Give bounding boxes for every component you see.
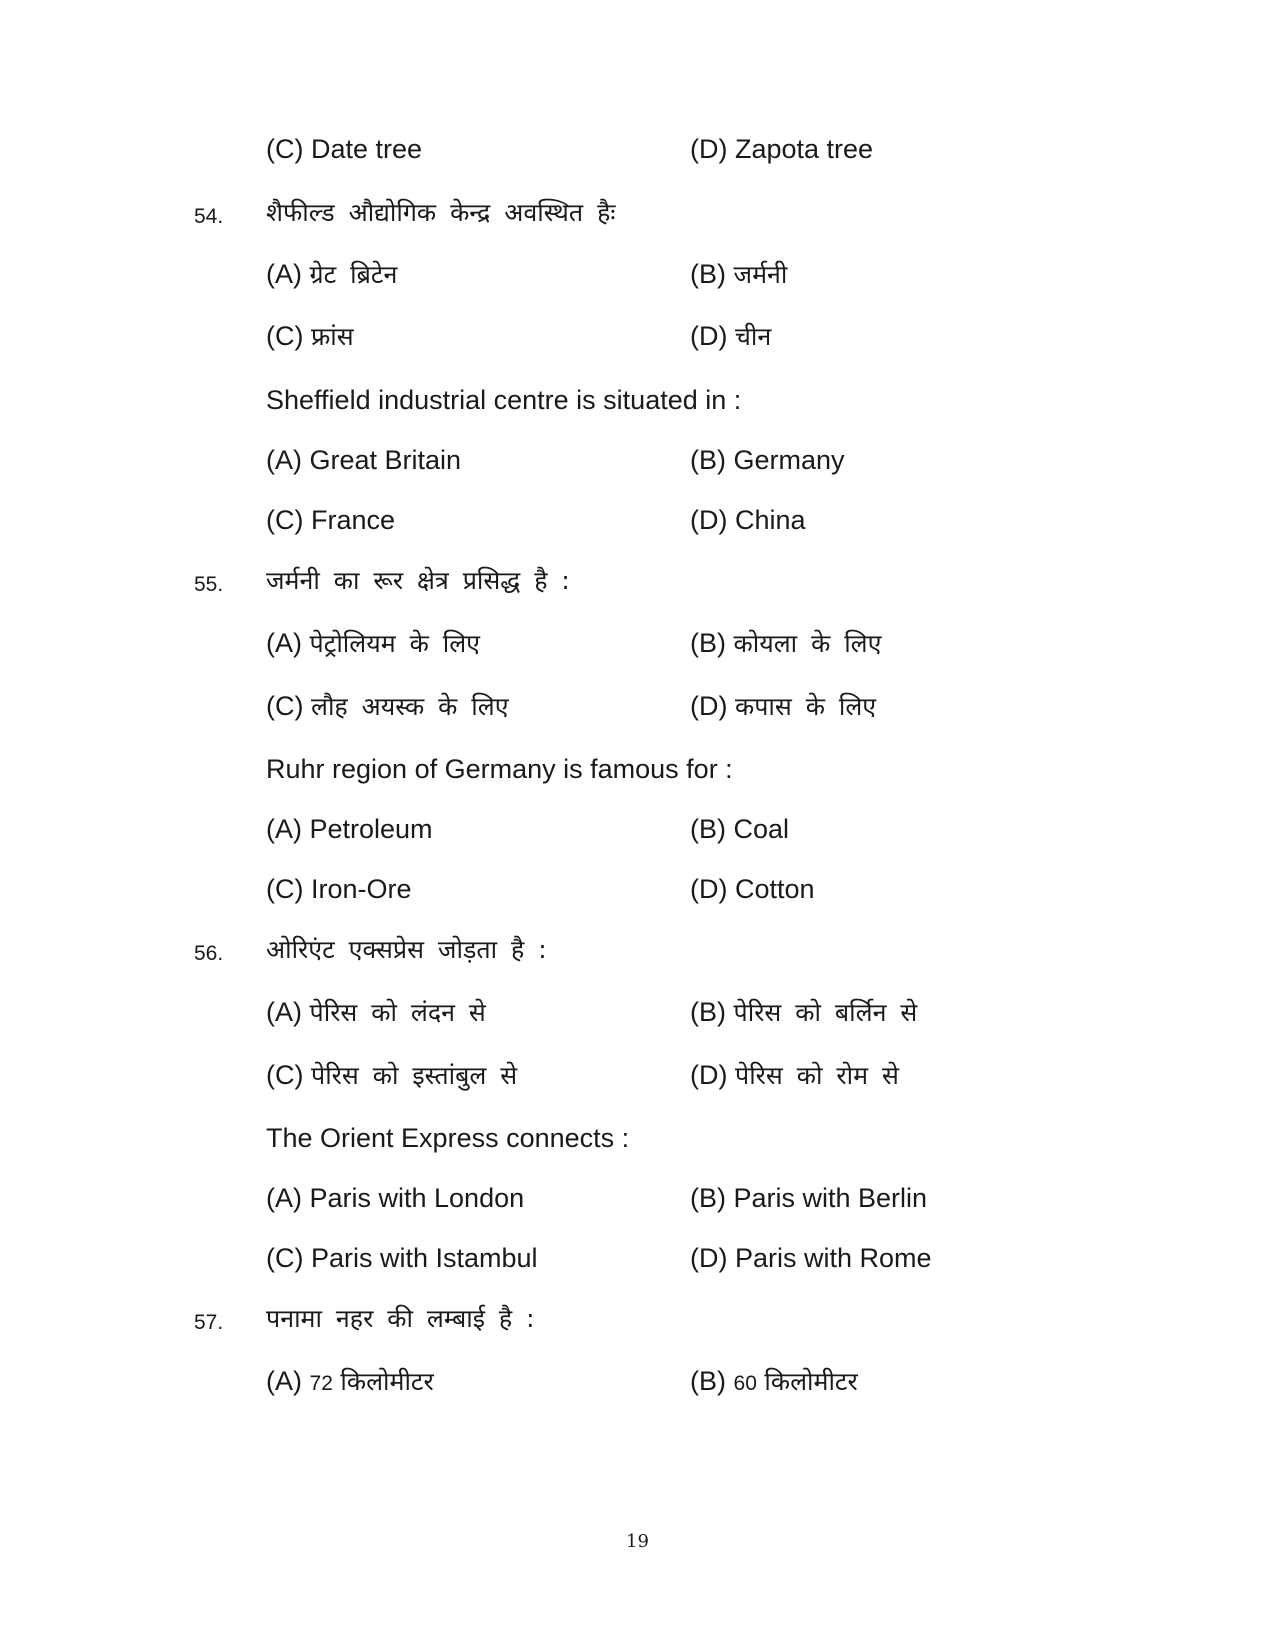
- option-unit: किलोमीटर: [764, 1367, 858, 1396]
- option-text: पेरिस को रोम से: [735, 1061, 899, 1090]
- q54-option-d: (D) China: [690, 505, 806, 535]
- option-label: (A): [266, 997, 302, 1027]
- q53-option-c: (C) Date tree: [266, 134, 423, 164]
- option-text: पेरिस को लंदन से: [309, 998, 486, 1027]
- q54-hindi-question: शैफील्ड औद्योगिक केन्द्र अवस्थित हैः: [266, 198, 616, 227]
- q56-number: 56.: [194, 942, 224, 965]
- q55-hindi-option-b: [690, 626, 881, 661]
- q55-option-b: (B) Coal: [690, 814, 790, 844]
- option-label: (B): [690, 1366, 726, 1396]
- option-label: (A): [266, 259, 302, 289]
- option-text: कपास के लिए: [735, 692, 877, 721]
- q54-option-b: (B) Germany: [690, 445, 845, 475]
- option-text: चीन: [735, 322, 772, 351]
- q56-english-question: The Orient Express connects :: [266, 1123, 630, 1153]
- q57-hindi-question: पनामा नहर की लम्बाई है :: [266, 1304, 535, 1333]
- q56-hindi-option-d: [690, 1058, 899, 1093]
- q55-option-c: (C) Iron-Ore: [266, 874, 412, 904]
- q57-hindi-option-a: [266, 1364, 434, 1401]
- q53-option-d: (D) Zapota tree: [690, 134, 874, 164]
- option-text: कोयला के लिए: [733, 629, 882, 658]
- q56-hindi-option-c: [266, 1058, 517, 1093]
- option-text: ग्रेट ब्रिटेन: [309, 260, 398, 289]
- option-label: (D): [690, 321, 728, 351]
- option-label: (B): [690, 628, 726, 658]
- option-label: (A): [266, 1366, 302, 1396]
- q57-hindi-option-b: [690, 1364, 858, 1401]
- option-text: पेरिस को बर्लिन से: [733, 998, 918, 1027]
- q55-option-d: (D) Cotton: [690, 874, 815, 904]
- q56-hindi-option-a: [266, 995, 486, 1030]
- q56-hindi-option-b: [690, 995, 917, 1030]
- option-text: लौह अयस्क के लिए: [311, 692, 509, 721]
- q54-option-c: (C) France: [266, 505, 396, 535]
- q55-hindi-question: जर्मनी का रूर क्षेत्र प्रसिद्ध है :: [266, 566, 570, 595]
- option-label: (A): [266, 628, 302, 658]
- q56-option-b: (B) Paris with Berlin: [690, 1183, 928, 1213]
- q54-hindi-option-c: [266, 319, 354, 354]
- option-text: पेट्रोलियम के लिए: [309, 629, 481, 658]
- option-unit: किलोमीटर: [340, 1367, 434, 1396]
- option-label: (D): [690, 691, 728, 721]
- q54-number: 54.: [194, 205, 224, 228]
- option-text: पेरिस को इस्तांबुल से: [311, 1061, 518, 1090]
- option-number: 60: [733, 1372, 757, 1395]
- q56-option-c: (C) Paris with Istambul: [266, 1243, 538, 1273]
- q54-hindi-option-d: [690, 319, 771, 354]
- option-label: (B): [690, 997, 726, 1027]
- q54-english-question: Sheffield industrial centre is situated in :: [266, 385, 742, 415]
- q56-hindi-question: ओरिएंट एक्सप्रेस जोड़ता है :: [266, 935, 547, 964]
- option-number: 72: [309, 1372, 333, 1395]
- option-text: फ्रांस: [311, 322, 354, 351]
- page-number: 19: [626, 1531, 649, 1552]
- q56-option-d: (D) Paris with Rome: [690, 1243, 932, 1273]
- option-text: जर्मनी: [733, 260, 788, 289]
- option-label: (D): [690, 1060, 728, 1090]
- q54-option-a: (A) Great Britain: [266, 445, 462, 475]
- q57-number: 57.: [194, 1311, 224, 1334]
- q55-number: 55.: [194, 573, 224, 596]
- option-label: (C): [266, 321, 304, 351]
- q55-option-a: (A) Petroleum: [266, 814, 433, 844]
- q56-option-a: (A) Paris with London: [266, 1183, 525, 1213]
- q54-hindi-option-a: [266, 257, 397, 292]
- option-label: (B): [690, 259, 726, 289]
- q55-hindi-option-c: [266, 689, 509, 724]
- q54-hindi-option-b: [690, 257, 787, 292]
- q55-hindi-option-a: [266, 626, 480, 661]
- q55-english-question: Ruhr region of Germany is famous for :: [266, 754, 733, 784]
- q55-hindi-option-d: [690, 689, 876, 724]
- option-label: (C): [266, 691, 304, 721]
- option-label: (C): [266, 1060, 304, 1090]
